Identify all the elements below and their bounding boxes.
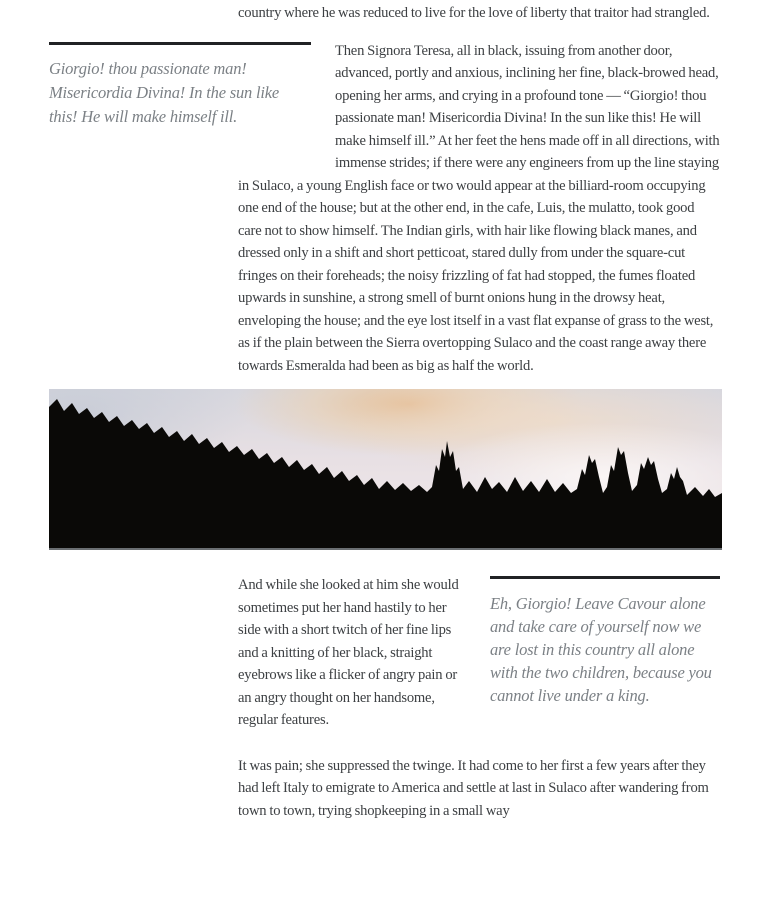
- pullquote-left-text: Giorgio! thou passionate man! Misericordia Divina! In the sun like this! He will make himself ill.: [49, 58, 280, 126]
- pullquote-right: [490, 576, 720, 707]
- pullquote-right-text: Eh, Giorgio! Leave Cavour alone and take care of yourself now we are lost in this country all alone with the two children, because you cannot live under a king.: [490, 594, 712, 705]
- paragraph-pain: It was pain; she suppressed the twinge. It had come to her first a few years after they had left Italy to emigrate to America and settle at last in Sulaco after wandering from town to town, trying shopkeeping in a small way: [238, 757, 709, 819]
- section-looked: [238, 574, 720, 732]
- paragraph-continuation: country where he was reduced to live for the love of liberty that traitor had strangled.: [238, 5, 710, 21]
- section-teresa: [49, 40, 720, 378]
- article-body: [49, 0, 720, 822]
- forest-silhouette-image: [49, 389, 722, 548]
- forest-silhouette-photo: [49, 389, 722, 550]
- paragraph-looked: And while she looked at him she would sometimes put her hand hastily to her side with a short twitch of her fine lips and a knitting of her black, straight eyebrows like a flicker of angry pain or an angry thought on her handsome, regular features.: [238, 577, 459, 728]
- pullquote-left: [49, 42, 311, 146]
- paragraph-teresa: Then Signora Teresa, all in black, issuing from another door, advanced, portly and anxious, inclining her fine, black-browed head, opening her arms, and crying in a profound tone — “Giorgio! thou passionate man! Misericordia Divina! In the sun like this! He will make himself ill.” At her feet the hens made off in all directions, with immense strides; if there were any engineers from up the line staying in Sulaco, a young English face or two would appear at the billiard-room occupying one end of the house; but at the other end, in the cafe, Luis, the mulatto, took good care not to show himself. The Indian girls, with hair like flowing black manes, and dressed only in a shift and short petticoat, stared dully from under the square-cut fringes on their foreheads; the noisy frizzling of fat had stopped, the fumes floated upwards in sunshine, a strong smell of burnt onions hung in the drowsy heat, enveloping the house; and the eye lost itself in a vast flat expanse of grass to the west, as if the plain between the Sierra overtopping Sulaco and the coast range away there towards Esmeralda had been as big as half the world.: [238, 42, 720, 374]
